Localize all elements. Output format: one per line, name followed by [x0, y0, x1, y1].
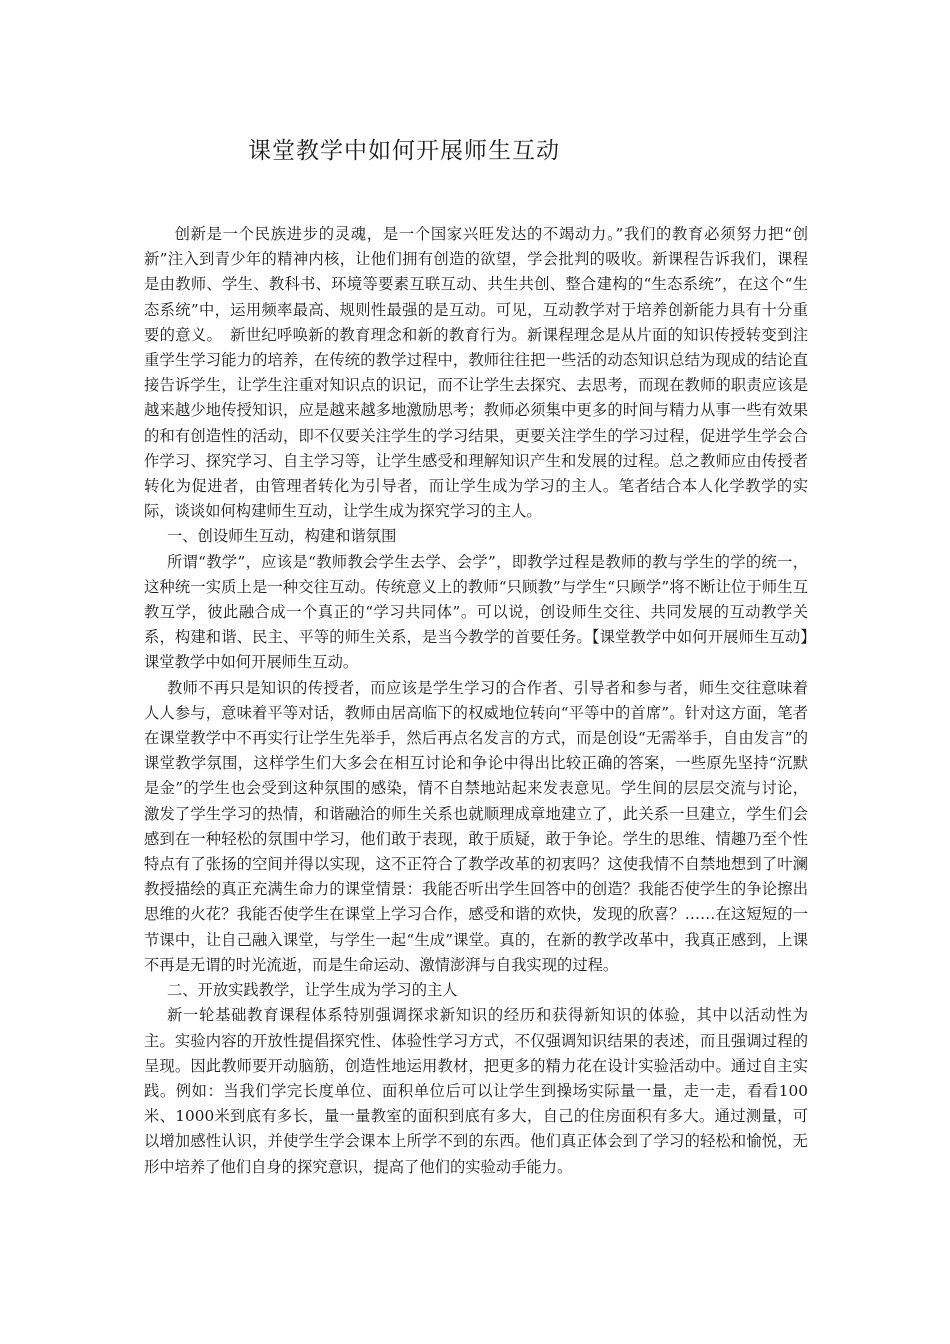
document-body [144, 222, 808, 1180]
document-title: 课堂教学中如何开展师生互动 [248, 138, 560, 164]
section-heading-2: 二、开放实践教学，让学生成为学习的主人 [166, 981, 458, 1000]
paragraph-section1-b: 教师不再只是知识的传授者，而应该是学生学习的合作者、引导者和参与者，师生交往意味着人人参与，意味着平等对话，教师由居高临下的权威地位转向“平等中的首席”。针对这方面，笔者在课堂教学中不再实行让学生先举手，然后再点名发言的方式，而是创设“无需举手，自由发言”的课堂教学氛围，这样学生们大多会在相互讨论和争论中得出比较正确的答案，一些原先坚持“沉默是金”的学生也会受到这种氛围的感染，情不自禁地站起来发表意见。学生间的层层交流与讨论，激发了学生学习的热情，和谐融洽的师生关系也就顺理成章地建立了，此关系一旦建立，学生们会感到在一种轻松的氛围中学习，他们敢于表现，敢于质疑，敢于争论。学生的思维、情趣乃至个性特点有了张扬的空间并得以实现，这不正符合了教学改革的初衷吗？这使我情不自禁地想到了叶澜教授描绘的真正充满生命力的课堂情景：我能否听出学生回答中的创造？我能否使学生的争论擦出思维的火花？我能否使学生在课堂上学习合作，感受和谐的欢快，发现的欣喜？……在这短短的一节课中，让自己融入课堂，与学生一起“生成”课堂。真的，在新的教学改革中，我真正感到，上课不再是无谓的时光流逝，而是生命运动、激情澎湃与自我实现的过程。 [144, 678, 808, 974]
section-heading-1: 一、创设师生互动，构建和谐氛围 [166, 527, 397, 546]
paragraph-section1-a: 所谓“教学”，应该是“教师教会学生去学、会学”，即教学过程是教师的教与学生的学的统一，这种统一实质上是一种交往互动。传统意义上的教师“只顾教”与学生“只顾学”将不断让位于师生互教互学，彼此融合成一个真正的“学习共同体”。可以说，创设师生交往、共同发展的互动教学关系，构建和谐、民主、平等的师生关系，是当今教学的首要任务。【课堂教学中如何开展师生互动】课堂教学中如何开展师生互动。 [144, 552, 808, 672]
paragraph-intro: 创新是一个民族进步的灵魂，是一个国家兴旺发达的不竭动力。”我们的教育必须努力把“创新”注入到青少年的精神内核，让他们拥有创造的欲望，学会批判的吸收。新课程告诉我们，课程是由教师、学生、教科书、环境等要素互联互动、共生共创、整合建构的“生态系统”，在这个“生态系统”中，运用频率最高、规则性最强的是互动。可见，互动教学对于培养创新能力具有十分重要的意义。 新世纪呼唤新的教育理念和新的教育行为。新课程理念是从片面的知识传授转变到注重学生学习能力的培养，在传统的教学过程中，教师往往把一些活的动态知识总结为现成的结论直接告诉学生，让学生注重对知识点的识记，而不让学生去探究、去思考，而现在教师的职责应该是越来越少地传授知识，应是越来越多地激励思考；教师必须集中更多的时间与精力从事一些有效果的和有创造性的活动，即不仅要关注学生的学习结果，更要关注学生的学习过程，促进学生学会合作学习、探究学习、自主学习等，让学生感受和理解知识产生和发展的过程。总之教师应由传授者转化为促进者，由管理者转化为引导者，而让学生成为学习的主人。笔者结合本人化学教学的实际，谈谈如何构建师生互动，让学生成为探究学习的主人。 [144, 225, 808, 521]
paragraph-section2: 新一轮基础教育课程体系特别强调探求新知识的经历和获得新知识的体验，其中以活动性为主。实验内容的开放性提倡探究性、体验性学习方式，不仅强调知识结果的表述，而且强调过程的呈现。因此教师要开动脑筋，创造性地运用教材，把更多的精力花在设计实验活动中。通过自主实践。例如：当我们学完长度单位、面积单位后可以让学生到操场实际量一量，走一走，看看100米、1000米到底有多长，量一量教室的面积到底有多大，自己的住房面积有多大。通过测量，可以增加感性认识，并使学生学会课本上所学不到的东西。他们真正体会到了学习的轻松和愉悦，无形中培养了他们自身的探究意识，提高了他们的实验动手能力。 [144, 1006, 808, 1176]
